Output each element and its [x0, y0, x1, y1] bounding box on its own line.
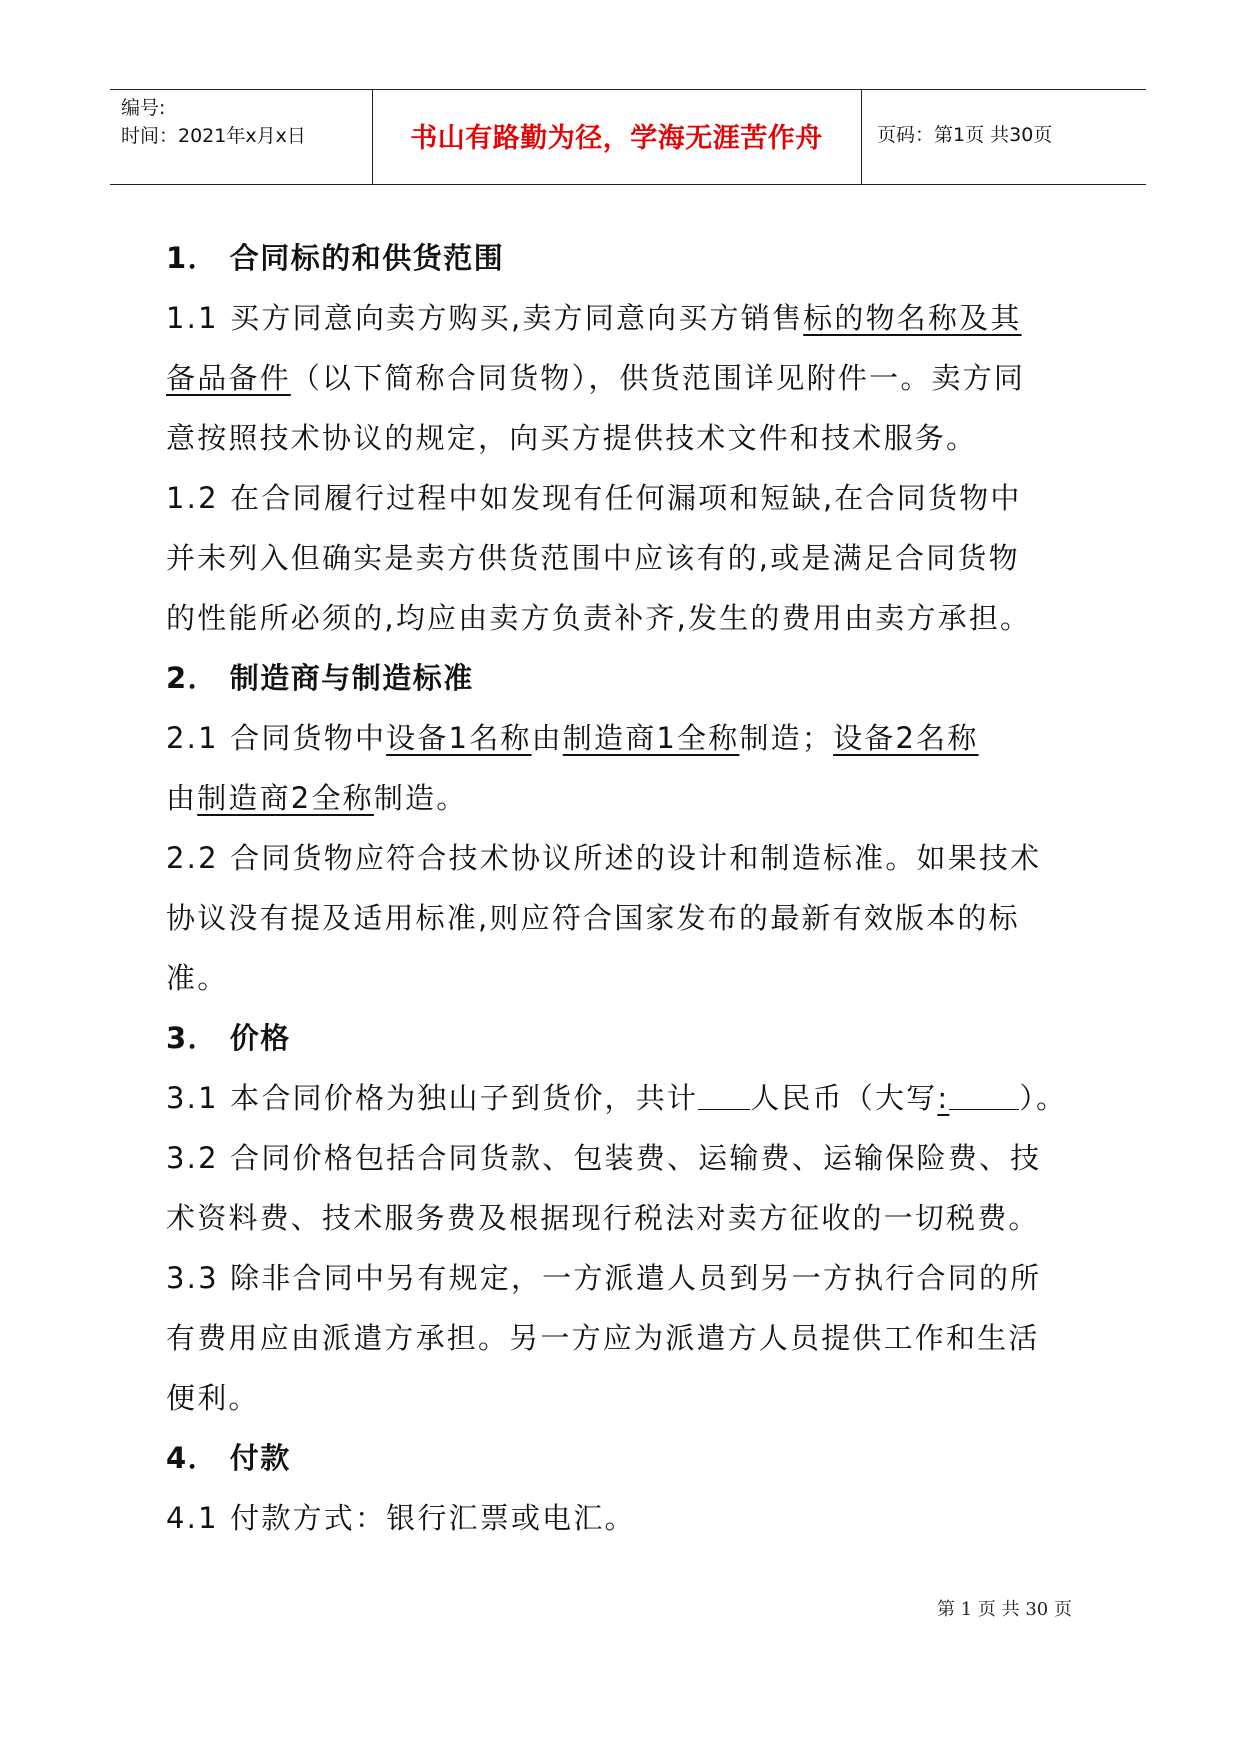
underlined-field: 制造商1全称 [562, 721, 740, 755]
section-2-title: 2． 制造商与制造标准 [166, 661, 474, 695]
header-motto: 书山有路勤为径，学海无涯苦作舟 [410, 123, 823, 154]
paragraph-1-2-line: 1.2 在合同履行过程中如发现有任何漏项和短缺,在合同货物中 [166, 481, 1022, 515]
section-1-title: 1． 合同标的和供货范围 [166, 241, 505, 275]
paragraph-3-3-line: 便利。 [166, 1381, 260, 1415]
paragraph-3-1-line [166, 1068, 1086, 1128]
underlined-field: 备品备件 [166, 361, 291, 395]
text-run: 制造； [739, 721, 834, 755]
document-body [166, 228, 1086, 1548]
paragraph-2-2-line: 协议没有提及适用标准,则应符合国家发布的最新有效版本的标 [166, 901, 1020, 935]
text-run: 由 [531, 721, 563, 755]
paragraph-1-2-line: 并未列入但确实是卖方供货范围中应该有的,或是满足合同货物 [166, 541, 1020, 575]
paragraph-2-1-line [166, 708, 1086, 768]
section-3-title: 3． 价格 [166, 1021, 291, 1055]
header-meta [121, 94, 306, 150]
text-run: 制造。 [373, 781, 468, 815]
underlined-field: : [937, 1081, 950, 1115]
paragraph-3-3-line: 3.3 除非合同中另有规定，一方派遣人员到另一方执行合同的所 [166, 1261, 1042, 1295]
text-run: 2.1 合同货物中 [166, 721, 387, 755]
document-number-label: 编号: [121, 97, 166, 119]
header-page-number: 页码：第1页 共30页 [877, 124, 1053, 146]
blank-amount-field [698, 1083, 750, 1110]
text-run: （以下简称合同货物），供货范围详见附件一。卖方同 [290, 361, 1026, 395]
text-run: ）。 [1019, 1081, 1068, 1115]
paragraph-3-3-line: 有费用应由派遣方承担。另一方应为派遣方人员提供工作和生活 [166, 1321, 1040, 1355]
underlined-field: 设备2名称 [833, 721, 979, 755]
text-run: 1.1 买方同意向卖方购买,卖方同意向买方销售 [166, 301, 804, 335]
paragraph-1-1-line: 意按照技术协议的规定，向买方提供技术文件和技术服务。 [166, 421, 978, 455]
paragraph-1-1-line [166, 288, 1086, 348]
paragraph-2-1-line [166, 768, 1086, 828]
paragraph-1-1-line [166, 348, 1086, 408]
underlined-field: 制造商2全称 [197, 781, 374, 815]
page-header [110, 89, 1146, 185]
paragraph-3-2-line: 3.2 合同价格包括合同货款、包装费、运输费、运输保险费、技 [166, 1141, 1042, 1175]
underlined-field: 标的物名称及其 [803, 301, 1022, 335]
paragraph-4-1-line: 4.1 付款方式：银行汇票或电汇。 [166, 1501, 636, 1535]
paragraph-1-2-line: 的性能所必须的,均应由卖方负责补齐,发生的费用由卖方承担。 [166, 601, 1032, 635]
text-run: 人民币（大写 [750, 1081, 938, 1115]
text-run: 3.1 本合同价格为独山子到货价，共计 [166, 1081, 699, 1115]
underlined-field: 设备1名称 [386, 721, 532, 755]
text-run: 由 [166, 781, 198, 815]
paragraph-3-2-line: 术资料费、技术服务费及根据现行税法对卖方征收的一切税费。 [166, 1201, 1040, 1235]
header-divider [861, 90, 862, 184]
blank-amount-words-field [949, 1083, 1019, 1110]
paragraph-2-2-line: 准。 [166, 961, 229, 995]
paragraph-2-2-line: 2.2 合同货物应符合技术协议所述的设计和制造标准。如果技术 [166, 841, 1042, 875]
section-4-title: 4． 付款 [166, 1441, 291, 1475]
document-time-label: 时间：2021年x月x日 [121, 125, 306, 147]
page-footer: 第 1 页 共 30 页 [937, 1599, 1072, 1620]
